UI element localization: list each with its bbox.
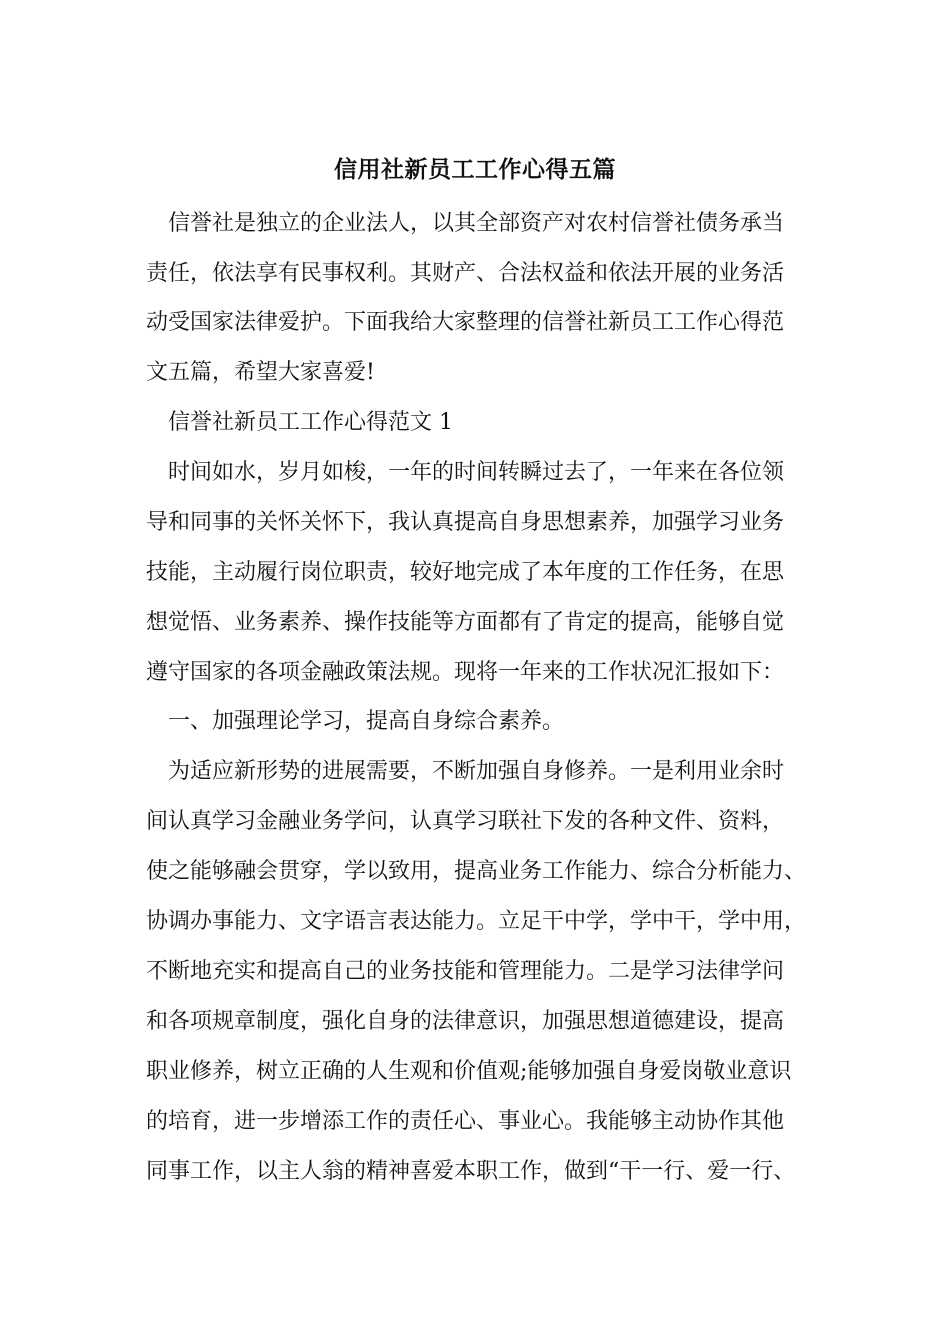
section-heading: 信誉社新员工工作心得范文 1 bbox=[146, 410, 453, 435]
body-line: 责任，依法享有民事权利。其财产、合法权益和依法开展的业务活 bbox=[146, 261, 785, 286]
body-line: 技能，主动履行岗位职责，较好地完成了本年度的工作任务，在思 bbox=[146, 560, 785, 585]
body-line: 和各项规章制度，强化自身的法律意识，加强思想道德建设，提高 bbox=[146, 1009, 785, 1034]
body-line: 使之能够融会贯穿，学以致用，提高业务工作能力、综合分析能力、 bbox=[146, 859, 807, 884]
body-line: 为适应新形势的进展需要，不断加强自身修养。一是利用业余时 bbox=[146, 759, 785, 784]
body-line: 文五篇，希望大家喜爱! bbox=[146, 360, 375, 385]
body-line: 导和同事的关怀关怀下，我认真提高自身思想素养，加强学习业务 bbox=[146, 510, 785, 535]
body-line: 想觉悟、业务素养、操作技能等方面都有了肯定的提高，能够自觉 bbox=[146, 610, 785, 635]
body-line: 职业修养，树立正确的人生观和价值观;能够加强自身爱岗敬业意识 bbox=[146, 1059, 792, 1084]
body-line: 协调办事能力、文字语言表达能力。立足干中学，学中干，学中用， bbox=[146, 909, 807, 934]
document-title: 信用社新员工工作心得五篇 bbox=[334, 156, 616, 183]
section-heading: 一、加强理论学习，提高自身综合素养。 bbox=[146, 709, 565, 734]
body-line: 时间如水，岁月如梭，一年的时间转瞬过去了，一年来在各位领 bbox=[146, 460, 785, 485]
body-line: 遵守国家的各项金融政策法规。现将一年来的工作状况汇报如下： bbox=[146, 660, 785, 685]
body-line: 动受国家法律爱护。下面我给大家整理的信誉社新员工工作心得范 bbox=[146, 310, 785, 335]
body-line: 间认真学习金融业务学问，认真学习联社下发的各种文件、资料， bbox=[146, 809, 785, 834]
body-line: 同事工作，以主人翁的精神喜爱本职工作，做到“干一行、爱一行、 bbox=[146, 1159, 796, 1184]
body-line: 的培育，进一步增添工作的责任心、事业心。我能够主动协作其他 bbox=[146, 1109, 785, 1134]
body-line: 信誉社是独立的企业法人，以其全部资产对农村信誉社债务承当 bbox=[146, 211, 785, 236]
body-line: 不断地充实和提高自己的业务技能和管理能力。二是学习法律学问 bbox=[146, 959, 785, 984]
